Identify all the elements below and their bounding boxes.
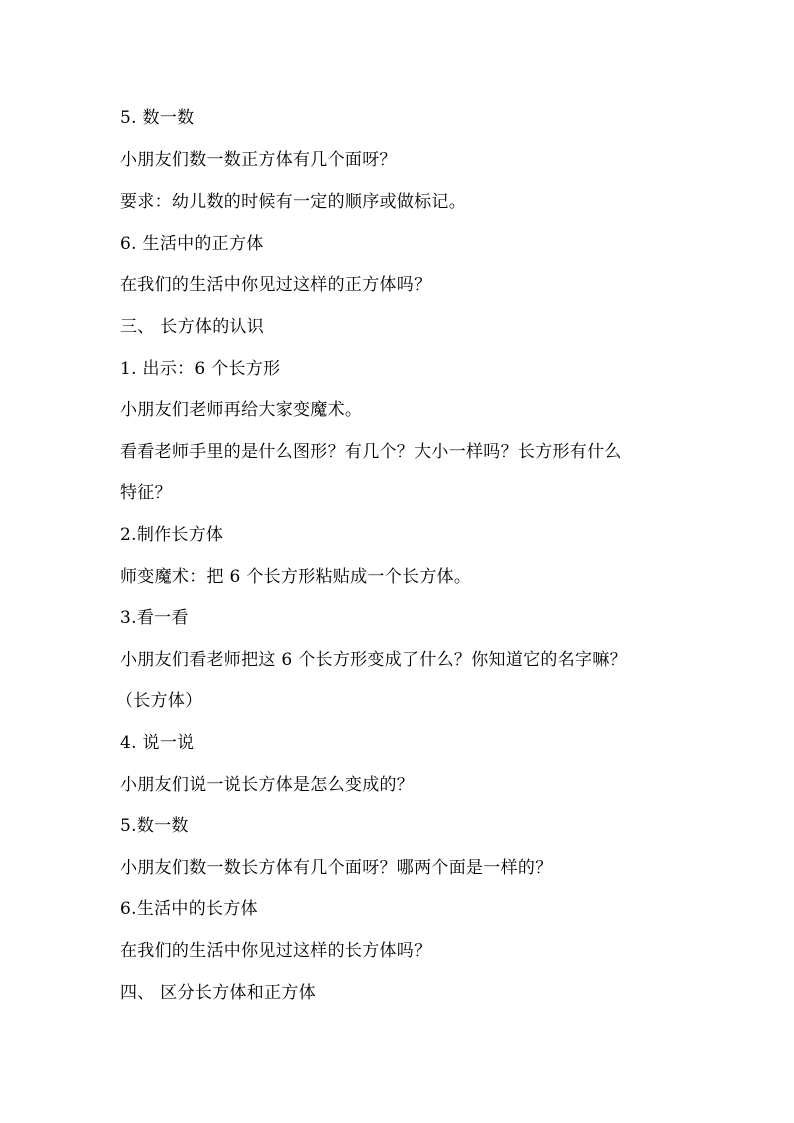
section-heading-make-cuboid: 2.制作长方体 [120,525,224,545]
paragraph-line: 看看老师手里的是什么图形？有几个？大小一样吗？长方形有什么 [120,442,622,462]
section-heading-count-cuboid: 5.数一数 [120,816,189,836]
section-heading-count: 5. 数一数 [120,108,195,128]
paragraph-line: 小朋友们老师再给大家变魔术。 [120,400,363,420]
chapter-heading-distinguish: 四、 区分长方体和正方体 [120,983,317,1003]
paragraph-line: 小朋友们数一数正方体有几个面呀？ [120,150,397,170]
section-heading-cube-in-life: 6. 生活中的正方体 [120,234,264,254]
paragraph-line: 小朋友们数一数长方体有几个面呀？哪两个面是一样的？ [120,858,553,878]
section-heading-cuboid-in-life: 6.生活中的长方体 [120,899,258,919]
section-heading-say: 4. 说一说 [120,733,195,753]
chapter-heading-cuboid: 三、 长方体的认识 [120,317,265,337]
paragraph-line: 要求：幼儿数的时候有一定的顺序或做标记。 [120,192,466,212]
paragraph-line: （长方体） [116,691,203,711]
paragraph-line: 特征？ [120,483,172,503]
paragraph-line: 师变魔术：把 6 个长方形粘贴成一个长方体。 [120,567,472,587]
paragraph-line: 小朋友们说一说长方体是怎么变成的？ [120,775,415,795]
section-heading-look: 3.看一看 [120,608,189,628]
section-heading-show: 1. 出示：6 个长方形 [120,359,281,379]
paragraph-line: 在我们的生活中你见过这样的正方体吗？ [120,275,432,295]
paragraph-line: 在我们的生活中你见过这样的长方体吗？ [120,941,432,961]
paragraph-line: 小朋友们看老师把这 6 个长方形变成了什么？你知道它的名字嘛？ [120,650,627,670]
